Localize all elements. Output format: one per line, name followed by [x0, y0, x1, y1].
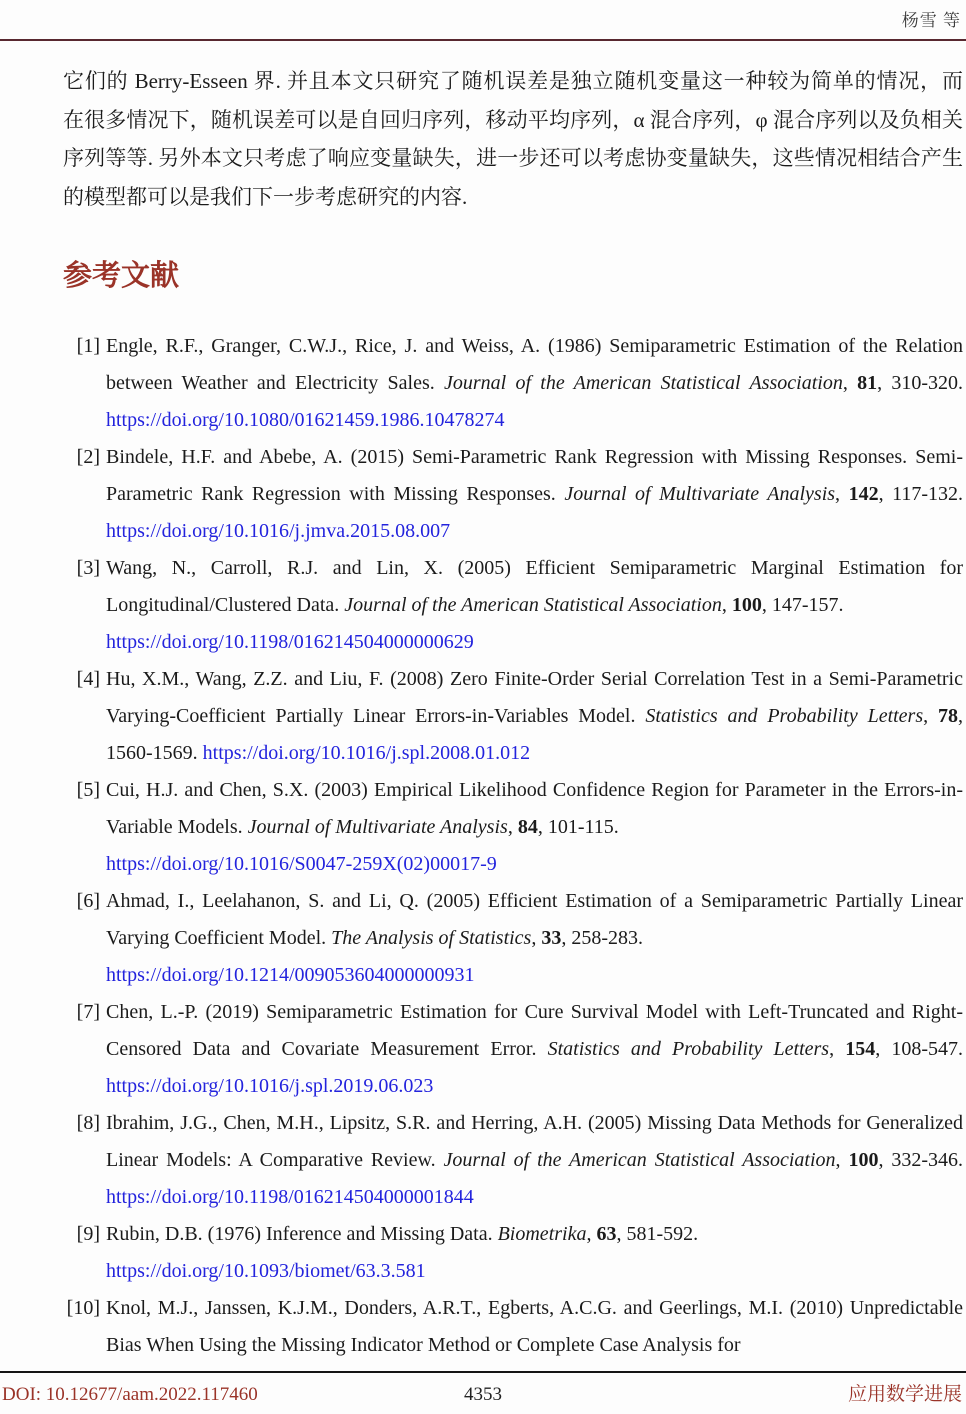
reference-text: , 581-592. [616, 1223, 699, 1245]
reference-number: [3] [76, 557, 100, 579]
volume-number: 100 [848, 1149, 879, 1171]
reference-item [63, 994, 963, 1105]
page-content [63, 62, 963, 1364]
reference-text: Hu, X.M., Wang, Z.Z. and Liu, F. (2008) Zero Finite-Order Serial Correlation Test in a Semi-Parametric Varying-Coefficient Partially Linear Errors-in-Variables Model. [106, 668, 963, 727]
reference-text: , [507, 816, 518, 838]
volume-number: 142 [848, 483, 879, 505]
volume-number: 33 [541, 927, 562, 949]
reference-item [63, 1216, 963, 1290]
closing-paragraph [63, 62, 963, 216]
reference-text: , 147-157. [761, 594, 844, 616]
reference-text: , 332-346. [878, 1149, 963, 1171]
reference-text: Ahmad, I., Leelahanon, S. and Li, Q. (2005) Efficient Estimation of a Semiparametric Partially Linear Varying Coefficient Model. [106, 890, 963, 949]
reference-text: , [586, 1223, 597, 1245]
reference-text: Rubin, D.B. (1976) Inference and Missing Data. [106, 1223, 498, 1245]
reference-text: , 310-320. [877, 372, 963, 394]
volume-number: 63 [596, 1223, 617, 1245]
reference-text: , [835, 1149, 849, 1171]
reference-text: Cui, H.J. and Chen, S.X. (2003) Empirical Likelihood Confidence Region for Parameter in the Errors-in-Variable Models. [106, 779, 963, 838]
paragraph-line: 它们的 Berry-Esseen 界. 并且本文只研究了随机误差是独立随机变量这一种较为简单的情况，而 [63, 69, 963, 93]
doi-link[interactable]: https://doi.org/10.1080/01621459.1986.10478274 [106, 409, 505, 431]
volume-number: 154 [845, 1038, 876, 1060]
reference-text: , [531, 927, 542, 949]
reference-item [63, 550, 963, 661]
journal-title: Statistics and Probability Letters [645, 705, 924, 727]
reference-text: , 117-132. [878, 483, 964, 505]
reference-text: , [721, 594, 732, 616]
reference-text: , [842, 372, 858, 394]
journal-title: Statistics and Probability Letters [547, 1038, 830, 1060]
footer-doi-link[interactable]: DOI: 10.12677/aam.2022.117460 [2, 1384, 258, 1405]
paragraph-line: 在很多情况下，随机误差可以是自回归序列，移动平均序列，α 混合序列，φ 混合序列以及负相关 [63, 107, 963, 132]
doi-link[interactable]: https://doi.org/10.1198/016214504000001844 [106, 1186, 474, 1208]
reference-text: Ibrahim, J.G., Chen, M.H., Lipsitz, S.R. and Herring, A.H. (2005) Missing Data Methods for Generalized Linear Models: A Comparative Review. [106, 1112, 963, 1171]
reference-number: [10] [66, 1297, 100, 1319]
references-heading: 参考文献 [63, 260, 180, 292]
journal-title: The Analysis of Statistics [331, 927, 532, 949]
reference-item [63, 439, 963, 550]
doi-link[interactable]: https://doi.org/10.1016/S0047-259X(02)00017-9 [106, 853, 497, 875]
reference-item [63, 1290, 963, 1364]
volume-number: 84 [517, 816, 538, 838]
page-footer [0, 1381, 966, 1409]
volume-number: 78 [938, 705, 958, 727]
reference-number: [9] [76, 1223, 100, 1245]
reference-text: , 1560-1569. [106, 705, 963, 764]
references-list [63, 328, 963, 1364]
paragraph-line: 序列等等. 另外本文只考虑了响应变量缺失，进一步还可以考虑协变量缺失，这些情况相结合产生 [63, 146, 963, 170]
reference-text: , [923, 705, 938, 727]
reference-text: , 101-115. [537, 816, 619, 838]
reference-text: , 258-283. [561, 927, 644, 949]
reference-text: , 108-547. [875, 1038, 963, 1060]
reference-text: Engle, R.F., Granger, C.W.J., Rice, J. and Weiss, A. (1986) Semiparametric Estimation of the Relation between Weather and Electricity Sales. [106, 335, 963, 394]
reference-text: Bindele, H.F. and Abebe, A. (2015) Semi-Parametric Rank Regression with Missing Responses. Semi-Parametric Rank Regression with Missing Responses. [106, 446, 963, 505]
reference-item [63, 328, 963, 439]
reference-text: , [829, 1038, 846, 1060]
reference-item [63, 1105, 963, 1216]
reference-text: Knol, M.J., Janssen, K.J.M., Donders, A.R.T., Egberts, A.C.G. and Geerlings, M.I. (2010) Unpredictable Bias When Using the Missing Indicator Method or Complete Case Analysis for [106, 1297, 963, 1356]
doi-link[interactable]: https://doi.org/10.1016/j.spl.2019.06.023 [106, 1075, 434, 1097]
page-number: 4353 [464, 1384, 502, 1405]
reference-item [63, 883, 963, 994]
doi-link[interactable]: https://doi.org/10.1016/j.spl.2008.01.012 [202, 742, 531, 764]
reference-number: [8] [76, 1112, 100, 1134]
journal-title: Journal of the American Statistical Association [444, 372, 843, 394]
running-author: 杨雪 等 [901, 11, 961, 30]
reference-number: [6] [76, 890, 100, 912]
paragraph-line: 的模型都可以是我们下一步考虑研究的内容. [63, 184, 468, 209]
journal-title: Journal of Multivariate Analysis [247, 816, 508, 838]
reference-number: [2] [76, 446, 100, 468]
reference-item [63, 772, 963, 883]
journal-title: Journal of Multivariate Analysis [564, 483, 836, 505]
reference-text: Chen, L.-P. (2019) Semiparametric Estimation for Cure Survival Model with Left-Truncated and Right-Censored Data and Covariate Measurement Error. [106, 1001, 963, 1060]
volume-number: 100 [731, 594, 762, 616]
journal-name: 应用数学进展 [847, 1384, 962, 1405]
reference-text: Wang, N., Carroll, R.J. and Lin, X. (2005) Efficient Semiparametric Marginal Estimation for Longitudinal/Clustered Data. [106, 557, 963, 616]
header-rule [0, 39, 966, 41]
doi-link[interactable]: https://doi.org/10.1093/biomet/63.3.581 [106, 1260, 426, 1282]
doi-link[interactable]: https://doi.org/10.1198/016214504000000629 [106, 631, 474, 653]
doi-link[interactable]: https://doi.org/10.1214/009053604000000931 [106, 964, 475, 986]
doi-link[interactable]: https://doi.org/10.1016/j.jmva.2015.08.007 [106, 520, 451, 542]
reference-number: [7] [76, 1001, 100, 1023]
journal-title: Journal of the American Statistical Association [344, 594, 722, 616]
volume-number: 81 [857, 372, 878, 394]
footer-rule [0, 1371, 966, 1373]
reference-number: [5] [76, 779, 100, 801]
reference-text: , [835, 483, 849, 505]
reference-number: [1] [76, 335, 100, 357]
reference-number: [4] [76, 668, 100, 690]
reference-item [63, 661, 963, 772]
journal-title: Journal of the American Statistical Association [443, 1149, 836, 1171]
journal-title: Biometrika [497, 1223, 587, 1245]
